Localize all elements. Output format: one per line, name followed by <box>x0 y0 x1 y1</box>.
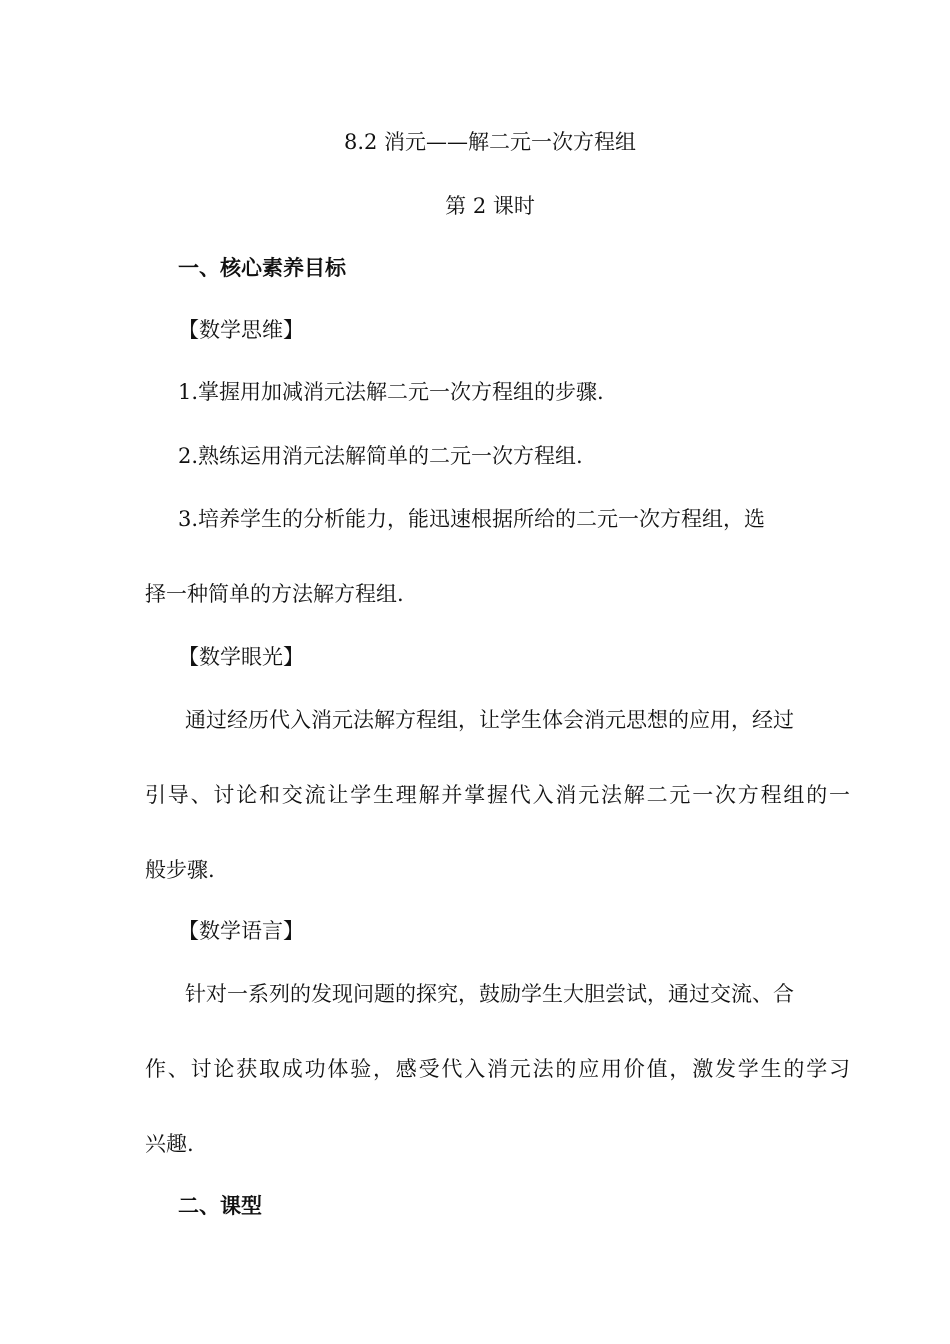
vision-line-1: 通过经历代入消元法解方程组，让学生体会消元思想的应用，经过 <box>185 708 794 732</box>
vision-line-2: 引导、讨论和交流让学生理解并掌握代入消元法解二元一次方程组的一 <box>145 783 850 807</box>
label-math-language: 【数学语言】 <box>178 919 304 943</box>
thinking-item-3-line-2: 择一种简单的方法解方程组. <box>145 582 404 606</box>
section-heading-core-goals: 一、核心素养目标 <box>178 256 346 280</box>
language-line-2: 作、讨论获取成功体验，感受代入消元法的应用价值，激发学生的学习 <box>145 1057 850 1081</box>
language-line-1: 针对一系列的发现问题的探究，鼓励学生大胆尝试，通过交流、合 <box>185 982 794 1006</box>
label-math-vision: 【数学眼光】 <box>178 645 304 669</box>
thinking-item-1: 1.掌握用加减消元法解二元一次方程组的步骤. <box>178 380 604 404</box>
vision-line-3: 般步骤. <box>145 858 215 882</box>
section-heading-lesson-type: 二、课型 <box>178 1194 262 1218</box>
label-math-thinking: 【数学思维】 <box>178 318 304 342</box>
thinking-item-3-line-1: 3.培养学生的分析能力，能迅速根据所给的二元一次方程组，选 <box>178 507 766 531</box>
lesson-subtitle: 第 2 课时 <box>445 194 535 218</box>
language-line-3: 兴趣. <box>145 1132 194 1156</box>
thinking-item-2: 2.熟练运用消元法解简单的二元一次方程组. <box>178 444 583 468</box>
document-title: 8.2 消元——解二元一次方程组 <box>343 130 637 154</box>
